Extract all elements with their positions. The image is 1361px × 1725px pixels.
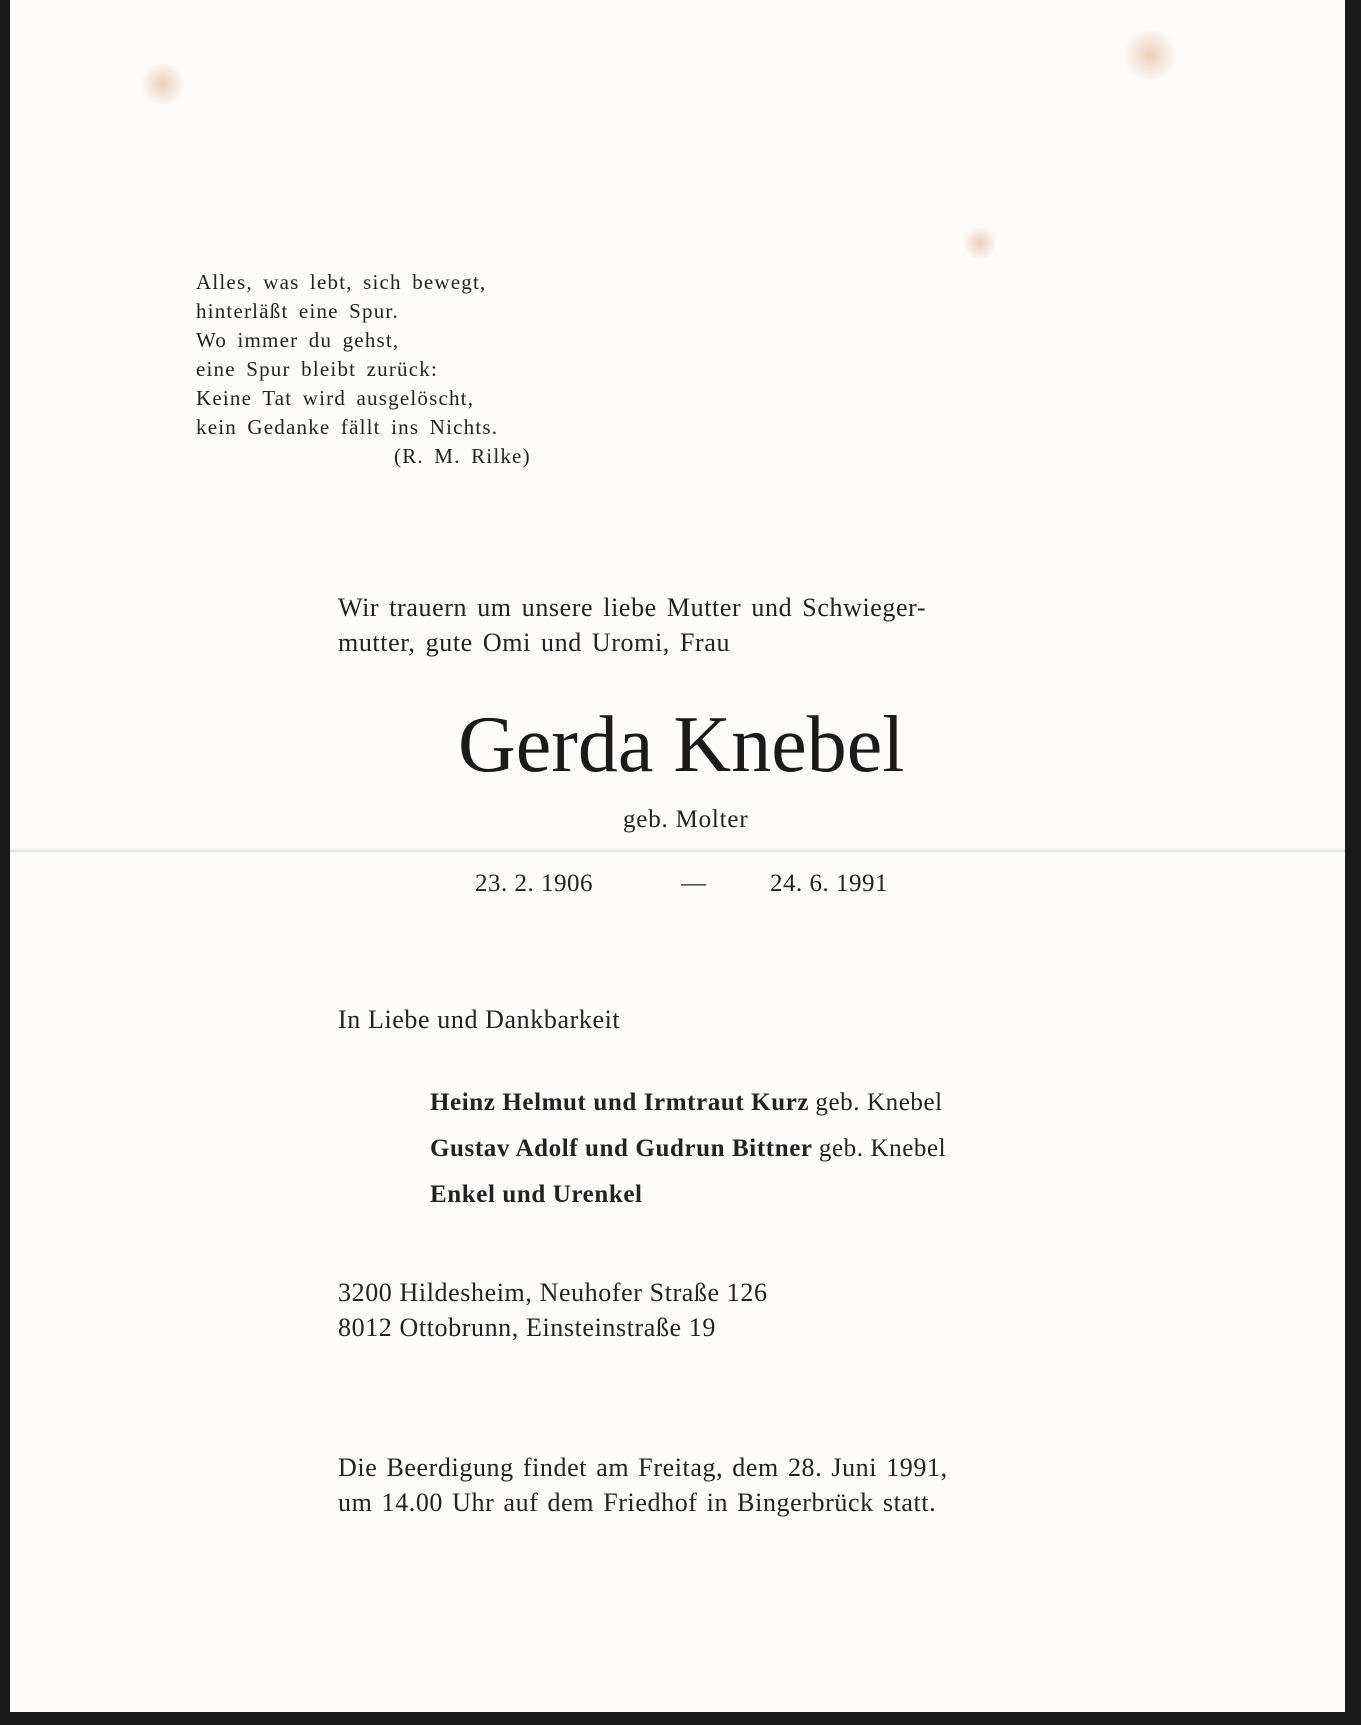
life-dates [10,870,1345,910]
deceased-name: Gerda Knebel [458,701,905,789]
family-suffix: geb. Knebel [818,1135,947,1162]
mourning-intro [338,590,926,660]
family-row [430,1126,946,1172]
paper-stain [960,228,1000,258]
birth-date: 23. 2. 1906 [475,870,593,897]
poem-line: Alles, was lebt, sich bewegt, [196,270,487,294]
family-list [430,1080,946,1218]
address-line: 8012 Ottobrunn, Einsteinstraße 19 [338,1313,716,1342]
funeral-line: um 14.00 Uhr auf dem Friedhof in Bingerbrück statt. [338,1488,937,1517]
paper-stain [138,64,188,104]
death-date: 24. 6. 1991 [770,870,888,897]
funeral-notice [338,1450,948,1520]
dedication: In Liebe und Dankbarkeit [338,1005,621,1034]
poem-line: eine Spur bleibt zurück: [196,357,438,381]
family-names: Enkel und Urenkel [430,1181,643,1208]
poem-line: Wo immer du gehst, [196,328,400,352]
paper-fold-crease [10,848,1345,856]
poem-line: hinterläßt eine Spur. [196,299,399,323]
family-row [430,1172,946,1218]
family-names: Gustav Adolf und Gudrun Bittner [430,1135,813,1162]
paper-stain [1120,30,1180,80]
family-suffix: geb. Knebel [815,1089,943,1116]
poem-line: kein Gedanke fällt ins Nichts. [196,415,499,439]
address-block [338,1275,768,1345]
address-line: 3200 Hildesheim, Neuhofer Straße 126 [338,1278,768,1307]
poem-block [196,268,531,471]
birth-name: geb. Molter [623,806,749,833]
poem-line: Keine Tat wird ausgelöscht, [196,386,475,410]
family-names: Heinz Helmut und Irmtraut Kurz [430,1089,810,1116]
intro-line: mutter, gute Omi und Uromi, Frau [338,628,731,657]
funeral-line: Die Beerdigung findet am Freitag, dem 28. Juni 1991, [338,1453,948,1482]
obituary-card [10,0,1345,1712]
family-row [430,1080,946,1126]
intro-line: Wir trauern um unsere liebe Mutter und Schwieger- [338,593,927,622]
poem-attribution: (R. M. Rilke) [394,444,531,468]
date-separator: — [681,870,706,897]
